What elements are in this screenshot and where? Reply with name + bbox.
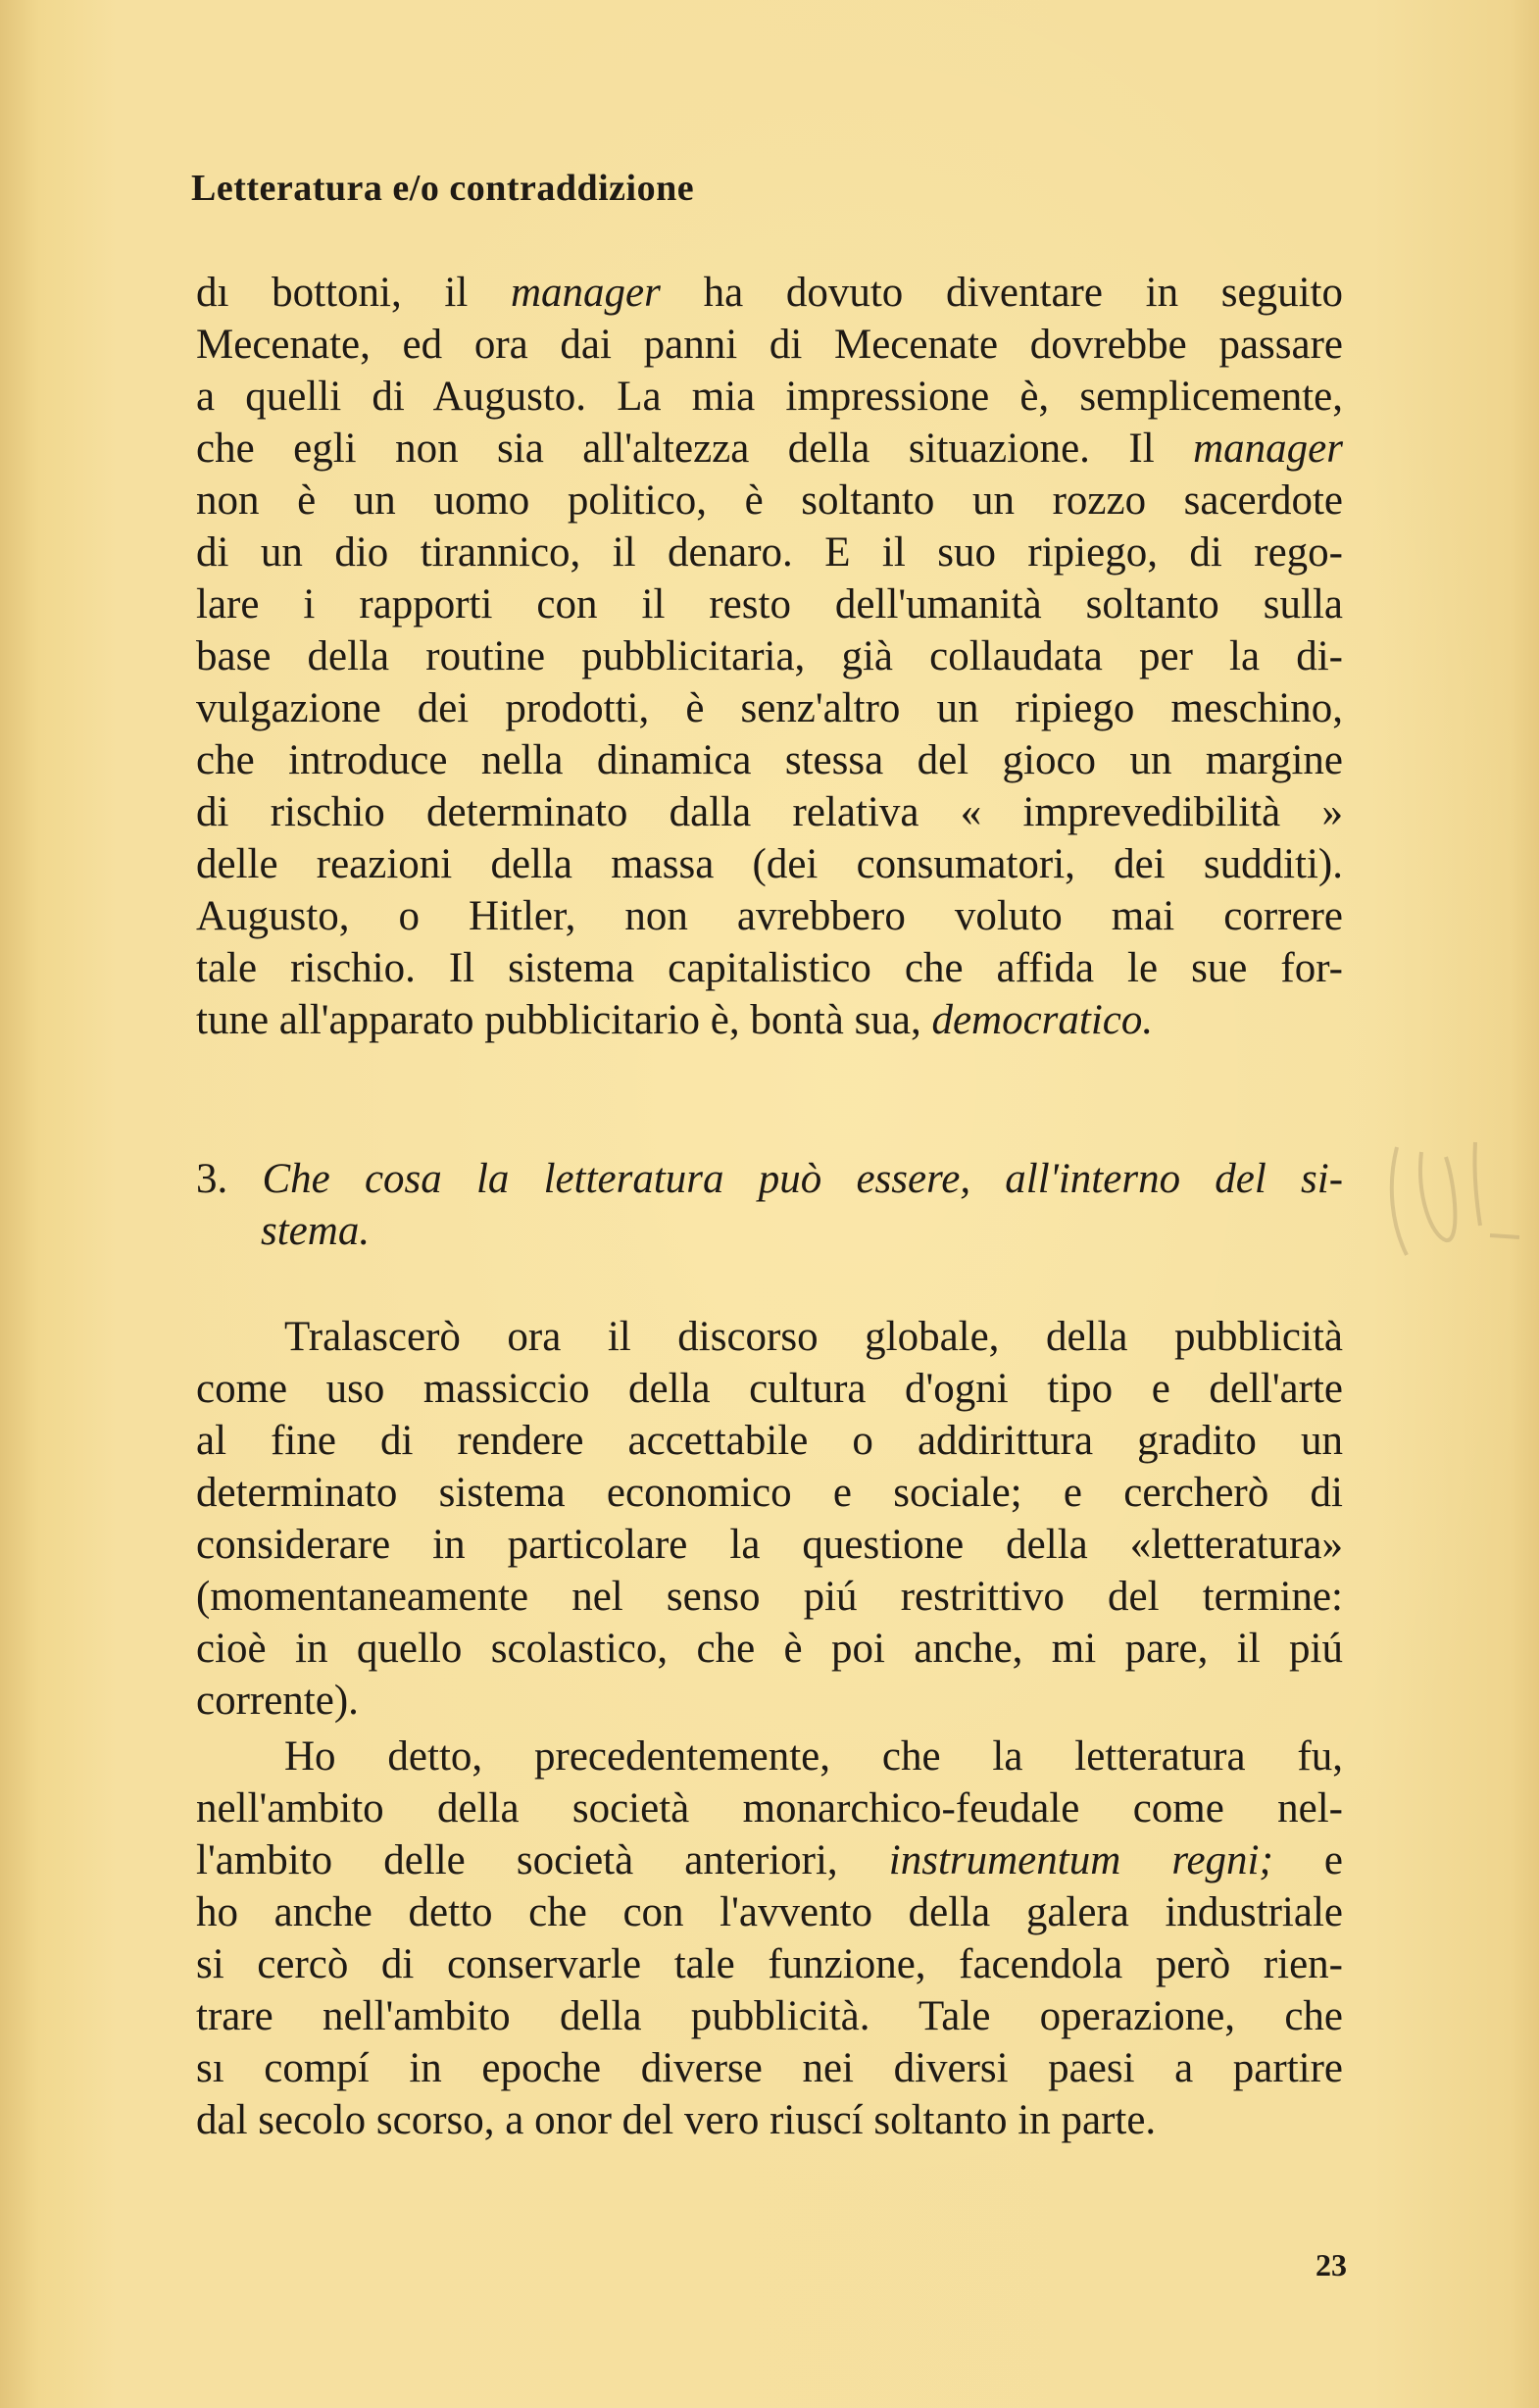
text-run: al fine di rendere accettabile o addirittura gradito un xyxy=(196,1418,1343,1464)
italic-run: manager xyxy=(511,270,661,316)
text-run: Ho detto, precedentemente, che la letteratura fu, xyxy=(284,1733,1343,1780)
section-heading xyxy=(196,1153,1343,1257)
text-run: di rischio determinato dalla relativa « imprevedibilità » xyxy=(196,789,1343,835)
section-title-line-2: stema. xyxy=(261,1208,371,1254)
paragraph1-line xyxy=(196,423,1343,475)
text-run: e xyxy=(1272,1837,1344,1883)
paragraph3-line xyxy=(196,1731,1343,1782)
text-run: l'ambito delle società anteriori, xyxy=(196,1837,889,1883)
text-run: delle reazioni della massa (dei consumatori, dei sudditi). xyxy=(196,841,1343,887)
paragraph3-line xyxy=(196,1782,1343,1834)
text-run: di un dio tirannico, il denaro. E il suo ripiego, di rego- xyxy=(196,529,1343,576)
paragraph3-line xyxy=(196,1938,1343,1990)
text-run: cioè in quello scolastico, che è poi anche, mi pare, il piú xyxy=(196,1626,1343,1672)
paragraph1-line xyxy=(196,578,1343,630)
paragraph2-line xyxy=(196,1415,1343,1467)
text-run: come uso massiccio della cultura d'ogni tipo e dell'arte xyxy=(196,1366,1343,1412)
paragraph3-line xyxy=(196,2094,1343,2146)
text-run: (momentaneamente nel senso piú restrittivo del termine: xyxy=(196,1574,1343,1620)
text-run: vulgazione dei prodotti, è senz'altro un ripiego meschino, xyxy=(196,685,1343,731)
paragraph2-line xyxy=(196,1519,1343,1571)
text-run: che introduce nella dinamica stessa del gioco un margine xyxy=(196,737,1343,783)
text-run: sı compí in epoche diverse nei diversi paesi a partire xyxy=(196,2045,1343,2091)
paragraph3-line xyxy=(196,1990,1343,2042)
paragraph1-line xyxy=(196,475,1343,527)
paragraph1-line xyxy=(196,527,1343,578)
paragraph1-line xyxy=(196,942,1343,994)
paragraph-1 xyxy=(196,267,1343,1046)
section-heading-line-1 xyxy=(196,1153,1343,1205)
paragraph3-line xyxy=(196,1834,1343,1886)
italic-run: democratico. xyxy=(931,997,1154,1043)
paragraph-3 xyxy=(196,1731,1343,2146)
paragraph-2 xyxy=(196,1311,1343,1727)
text-run: si cercò di conservarle tale funzione, facendola però rien- xyxy=(196,1941,1343,1987)
paragraph2-line xyxy=(196,1311,1343,1363)
text-run: determinato sistema economico e sociale; e cercherò di xyxy=(196,1470,1343,1516)
italic-run: manager xyxy=(1193,426,1343,472)
section-title-line-1: Che cosa la letteratura può essere, all'interno del si- xyxy=(262,1156,1344,1202)
paragraph1-line xyxy=(196,786,1343,838)
paragraph1-line xyxy=(196,371,1343,423)
text-run: considerare in particolare la questione della «letteratura» xyxy=(196,1522,1343,1568)
paragraph3-line xyxy=(196,2042,1343,2094)
paragraph1-line xyxy=(196,267,1343,319)
paragraph1-line xyxy=(196,838,1343,890)
text-run: che egli non sia all'altezza della situazione. Il xyxy=(196,426,1194,472)
text-run: ho anche detto che con l'avvento della galera industriale xyxy=(196,1889,1343,1935)
paragraph1-line xyxy=(196,734,1343,786)
text-run: corrente). xyxy=(196,1678,359,1724)
paragraph2-line xyxy=(196,1363,1343,1415)
text-run: tale rischio. Il sistema capitalistico che affida le sue for- xyxy=(196,945,1343,991)
italic-run: instrumentum regni; xyxy=(888,1837,1273,1883)
paragraph1-line xyxy=(196,994,1343,1046)
paragraph2-line xyxy=(196,1467,1343,1519)
text-run: tune all'apparato pubblicitario è, bontà sua, xyxy=(196,997,932,1043)
text-run: non è un uomo politico, è soltanto un rozzo sacerdote xyxy=(196,477,1343,524)
running-head: Letteratura e/o contraddizione xyxy=(191,168,695,209)
section-number: 3. xyxy=(196,1156,228,1202)
text-run: base della routine pubblicitaria, già collaudata per la di- xyxy=(196,633,1343,679)
paragraph1-line xyxy=(196,890,1343,942)
text-run: trare nell'ambito della pubblicità. Tale operazione, che xyxy=(196,1993,1343,2039)
text-run: lare i rapporti con il resto dell'umanità soltanto sulla xyxy=(196,581,1343,627)
paragraph1-line xyxy=(196,630,1343,682)
paragraph2-line xyxy=(196,1675,1343,1727)
text-run: Mecenate, ed ora dai panni di Mecenate dovrebbe passare xyxy=(196,322,1343,368)
page-number: 23 xyxy=(1316,2247,1347,2283)
text-run: ha dovuto diventare in seguito xyxy=(660,270,1343,316)
text-run: a quelli di Augusto. La mia impressione è, semplicemente, xyxy=(196,374,1343,420)
text-run: dı bottoni, il xyxy=(196,270,511,316)
text-run: nell'ambito della società monarchico-feudale come nel- xyxy=(196,1785,1343,1831)
text-run: Augusto, o Hitler, non avrebbero voluto mai correre xyxy=(196,893,1343,939)
paragraph2-line xyxy=(196,1623,1343,1675)
paragraph2-line xyxy=(196,1571,1343,1623)
paragraph1-line xyxy=(196,682,1343,734)
margin-pencil-mark xyxy=(1377,1128,1524,1265)
paragraph1-line xyxy=(196,319,1343,371)
paragraph3-line xyxy=(196,1886,1343,1938)
text-run: dal secolo scorso, a onor del vero riuscí soltanto in parte. xyxy=(196,2097,1157,2143)
text-run: Tralascerò ora il discorso globale, della pubblicità xyxy=(284,1314,1343,1360)
